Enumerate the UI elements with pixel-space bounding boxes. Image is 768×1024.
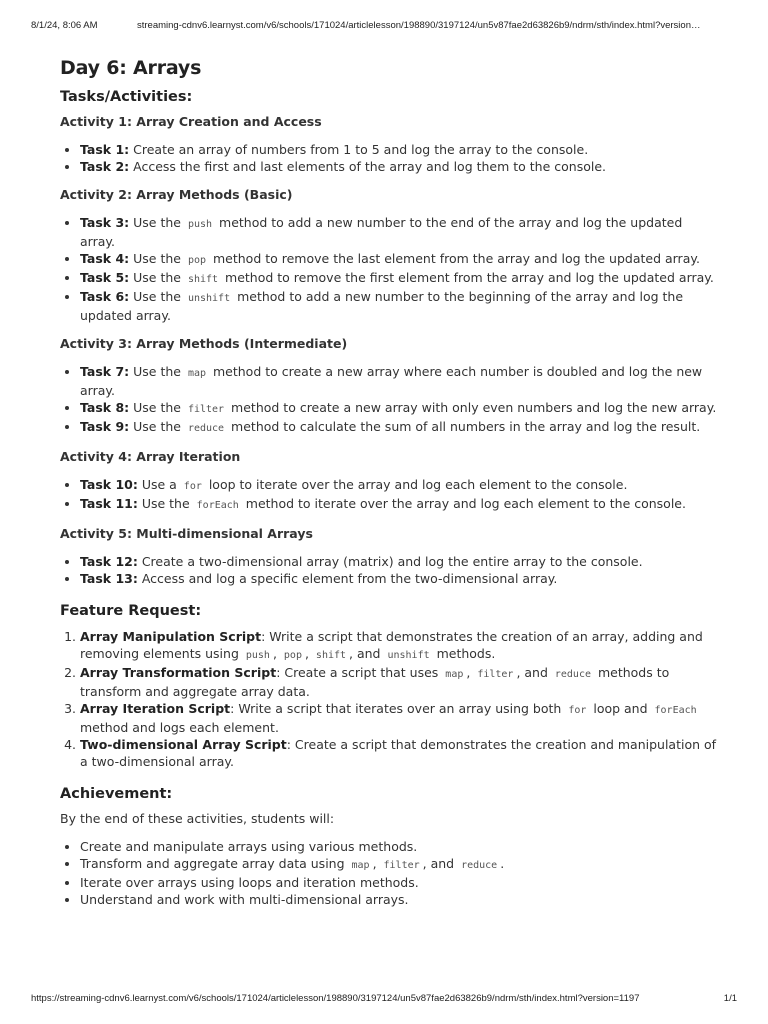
- task-label: Task 12:: [80, 554, 138, 569]
- text-run: method to add a new number to the beginning of the array and log the updated array.: [80, 289, 684, 323]
- inline-code: unshift: [187, 293, 231, 304]
- activity-title: Activity 4: Array Iteration: [60, 449, 241, 464]
- inline-code: filter: [383, 860, 420, 871]
- inline-code: pop: [187, 255, 207, 266]
- task-label: Task 6:: [80, 289, 130, 304]
- achievement-heading: Achievement:: [60, 786, 173, 802]
- print-footer: [0, 990, 768, 1010]
- activity-title: Activity 3: Array Methods (Intermediate): [60, 336, 348, 351]
- print-date: 8/1/24, 8:06 AM: [31, 20, 98, 31]
- text-run: Create an array of numbers from 1 to 5 and log the array to the console.: [129, 142, 589, 157]
- task-label: Task 5:: [80, 270, 130, 285]
- inline-code: push: [245, 650, 270, 661]
- achievement-list: [60, 838, 720, 908]
- feature-item: [80, 628, 720, 664]
- print-header: [0, 0, 768, 40]
- text-run: loop to iterate over the array and log each element to the console.: [204, 477, 628, 492]
- task-item: [80, 418, 720, 437]
- task-label: Task 9:: [80, 419, 130, 434]
- task-label: Task 8:: [80, 400, 130, 415]
- task-item: [80, 553, 720, 570]
- text-run: method to create a new array with only even numbers and log the new array.: [227, 400, 717, 415]
- inline-code: pop: [283, 650, 302, 661]
- inline-code: for: [568, 705, 587, 716]
- inline-code: filter: [477, 669, 514, 680]
- document-content: [60, 57, 720, 920]
- page-title: Day 6: Arrays: [60, 57, 202, 79]
- task-item: [80, 269, 720, 288]
- text-run: Access and log a specific element from the two-dimensional array.: [137, 571, 558, 586]
- text-run: methods to transform and aggregate array data.: [80, 665, 670, 699]
- inline-code: reduce: [461, 860, 498, 871]
- task-label: Task 7:: [80, 364, 130, 379]
- task-item: [80, 158, 720, 175]
- text-run: method to create a new array where each number is doubled and log the new array.: [80, 364, 703, 398]
- text-run: Use the: [129, 289, 185, 304]
- text-run: ,: [466, 665, 475, 680]
- feature-label: Array Manipulation Script: [80, 629, 262, 644]
- task-item: [80, 141, 720, 158]
- text-run: : Write a script that iterates over an array using both: [230, 701, 566, 716]
- task-label: Task 10:: [80, 477, 138, 492]
- text-run: method and logs each element.: [80, 720, 279, 735]
- text-run: ,: [272, 646, 281, 661]
- task-item: [80, 570, 720, 587]
- inline-code: map: [351, 860, 370, 871]
- task-list: [60, 553, 720, 587]
- text-run: : Create a script that demonstrates the creation and manipulation of a two-dimensional array.: [80, 737, 717, 769]
- text-run: Transform and aggregate array data using: [80, 856, 349, 871]
- text-run: , and: [422, 856, 459, 871]
- inline-code: reduce: [554, 669, 591, 680]
- text-run: ,: [372, 856, 381, 871]
- task-label: Task 4:: [80, 251, 130, 266]
- text-run: ,: [304, 646, 313, 661]
- text-run: method to iterate over the array and log each element to the console.: [241, 496, 686, 511]
- feature-item: [80, 700, 720, 736]
- text-run: : Write a script that demonstrates the creation of an array, adding and removing elements using: [80, 629, 703, 661]
- task-item: [80, 363, 720, 399]
- task-list: [60, 476, 720, 514]
- feature-label: Two-dimensional Array Script: [80, 737, 287, 752]
- feature-list: [60, 628, 720, 770]
- inline-code: map: [445, 669, 464, 680]
- text-run: Create a two-dimensional array (matrix) and log the entire array to the console.: [137, 554, 643, 569]
- text-run: Understand and work with multi-dimensional arrays.: [80, 892, 409, 907]
- feature-item: [80, 736, 720, 770]
- achievement-item: [80, 874, 720, 891]
- text-run: Use the: [129, 400, 185, 415]
- achievement-item: [80, 838, 720, 855]
- text-run: method to add a new number to the end of the array and log the updated array.: [80, 215, 683, 249]
- activity-title: Activity 5: Multi-dimensional Arrays: [60, 526, 313, 541]
- feature-heading: Feature Request:: [60, 603, 202, 619]
- feature-item: [80, 664, 720, 700]
- text-run: Access the first and last elements of the array and log them to the console.: [129, 159, 607, 174]
- text-run: Use the: [137, 496, 194, 511]
- task-list: [60, 363, 720, 437]
- text-run: method to remove the first element from the array and log the updated array.: [221, 270, 714, 285]
- text-run: methods.: [432, 646, 496, 661]
- inline-code: filter: [187, 404, 225, 415]
- text-run: , and: [516, 665, 552, 680]
- text-run: Iterate over arrays using loops and iteration methods.: [80, 875, 419, 890]
- tasks-heading: Tasks/Activities:: [60, 89, 193, 105]
- task-item: [80, 476, 720, 495]
- task-item: [80, 399, 720, 418]
- footer-url: https://streaming-cdnv6.learnyst.com/v6/schools/171024/articlelesson/198890/3197124/un5v87fae2d63826b9/ndrm/sth/index.html?version=1197: [31, 993, 640, 1004]
- text-run: Use a: [137, 477, 181, 492]
- text-run: , and: [349, 646, 385, 661]
- text-run: method to calculate the sum of all numbers in the array and log the result.: [227, 419, 701, 434]
- text-run: Create and manipulate arrays using various methods.: [80, 839, 418, 854]
- achievement-intro: By the end of these activities, students will:: [60, 811, 335, 826]
- inline-code: forEach: [196, 500, 239, 511]
- task-item: [80, 495, 720, 514]
- inline-code: shift: [315, 650, 347, 661]
- text-run: Use the: [129, 419, 185, 434]
- achievement-item: [80, 891, 720, 908]
- achievement-item: [80, 855, 720, 874]
- inline-code: map: [187, 368, 207, 379]
- activity-title: Activity 1: Array Creation and Access: [60, 114, 322, 129]
- task-label: Task 2:: [80, 159, 130, 174]
- task-label: Task 1:: [80, 142, 130, 157]
- text-run: .: [500, 856, 505, 871]
- feature-label: Array Transformation Script: [80, 665, 277, 680]
- text-run: Use the: [129, 251, 185, 266]
- feature-label: Array Iteration Script: [80, 701, 231, 716]
- inline-code: push: [187, 219, 213, 230]
- text-run: Use the: [129, 364, 185, 379]
- task-label: Task 11:: [80, 496, 138, 511]
- task-item: [80, 250, 720, 269]
- inline-code: forEach: [654, 705, 697, 716]
- activity-title: Activity 2: Array Methods (Basic): [60, 187, 293, 202]
- activities-list: [60, 114, 720, 587]
- inline-code: shift: [187, 274, 219, 285]
- task-item: [80, 214, 720, 250]
- text-run: Use the: [129, 270, 185, 285]
- inline-code: reduce: [187, 423, 225, 434]
- task-list: [60, 141, 720, 175]
- inline-code: for: [183, 481, 202, 492]
- task-item: [80, 288, 720, 324]
- task-label: Task 3:: [80, 215, 130, 230]
- inline-code: unshift: [387, 650, 430, 661]
- text-run: loop and: [589, 701, 652, 716]
- page-number: 1/1: [723, 993, 737, 1004]
- text-run: method to remove the last element from the array and log the updated array.: [209, 251, 700, 266]
- task-list: [60, 214, 720, 324]
- print-url: streaming-cdnv6.learnyst.com/v6/schools/171024/articlelesson/198890/3197124/un5v87fae2d63826b9/ndrm/sth/index.html?version…: [137, 20, 701, 31]
- text-run: : Create a script that uses: [276, 665, 443, 680]
- task-label: Task 13:: [80, 571, 138, 586]
- text-run: Use the: [129, 215, 185, 230]
